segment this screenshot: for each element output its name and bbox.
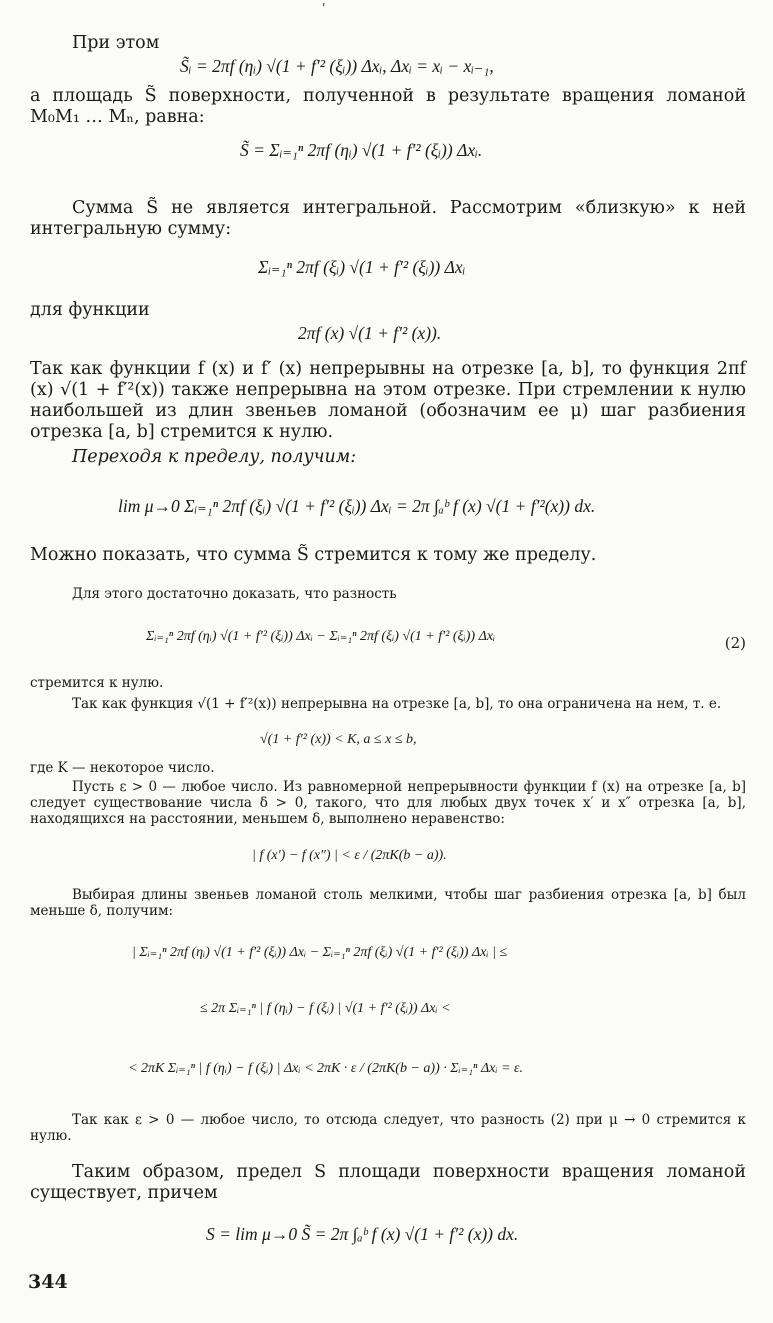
formula-area-element: S̃ᵢ = 2πf (ηᵢ) √(1 + f′² (ξᵢ)) Δxᵢ, Δxᵢ = xᵢ − xᵢ₋₁, <box>180 56 494 76</box>
formula-bound: √(1 + f′² (x)) < K, a ≤ x ≤ b, <box>260 732 417 747</box>
proof-choose-partition: Выбирая длины звеньев ломаной столь мелкими, чтобы шаг разбиения отрезка [a, b] был меньше δ, получим: <box>30 887 746 919</box>
formula-estimate-line-3: < 2πK Σᵢ₌₁ⁿ | f (ηᵢ) − f (ξᵢ) | Δxᵢ < 2πK · ε / (2πK(b − a)) · Σᵢ₌₁ⁿ Δxᵢ = ε. <box>128 1061 524 1076</box>
print-mark: ʹ <box>322 2 326 16</box>
paragraph-for-function: для функции <box>30 300 150 320</box>
formula-difference: Σᵢ₌₁ⁿ 2πf (ηᵢ) √(1 + f′² (ξᵢ)) Δxᵢ − Σᵢ₌₁ⁿ 2πf (ξᵢ) √(1 + f′² (ξᵢ)) Δxᵢ <box>146 629 496 644</box>
proof-conclusion: Так как ε > 0 — любое число, то отсюда следует, что разность (2) при μ → 0 стремится к нулю. <box>30 1112 746 1144</box>
proof-bounded: Так как функция √(1 + f′²(x)) непрерывна на отрезке [a, b], то она ограничена на нем, т. е. <box>72 696 722 712</box>
paragraph-limit-intro: Переходя к пределу, получим: <box>72 447 357 467</box>
paragraph-same-limit: Можно показать, что сумма S̃ стремится к тому же пределу. <box>30 545 597 565</box>
formula-function: 2πf (x) √(1 + f′² (x)). <box>298 323 442 343</box>
proof-uniform-continuity: Пусть ε > 0 — любое число. Из равномерной непрерывности функции f (x) на отрезке [a, b] следует существование числа δ > 0, такого, что для любых двух точек x′ и x″ отрезка [a, b], находящихся на расстоянии, меньшем δ, выполнено неравенство: <box>30 779 746 827</box>
formula-epsilon-bound: | f (x′) − f (x″) | < ε / (2πK(b − a)). <box>252 848 447 863</box>
proof-intro: Для этого достаточно доказать, что разность <box>72 586 397 602</box>
formula-area-sum: S̃ = Σᵢ₌₁ⁿ 2πf (ηᵢ) √(1 + f′² (ξᵢ)) Δxᵢ. <box>240 140 483 160</box>
paragraph-final: Таким образом, предел S площади поверхности вращения ломаной существует, причем <box>30 1162 746 1203</box>
proof-tends-to-zero: стремится к нулю. <box>30 675 164 691</box>
proof-k-number: где K — некоторое число. <box>30 760 215 776</box>
formula-estimate-line-2: ≤ 2π Σᵢ₌₁ⁿ | f (ηᵢ) − f (ξᵢ) | √(1 + f′² (ξᵢ)) Δxᵢ < <box>200 1001 451 1016</box>
paragraph-integral-sum: Сумма S̃ не является интегральной. Рассмотрим «близкую» к ней интегральную сумму: <box>30 198 746 239</box>
formula-limit: lim μ→0 Σᵢ₌₁ⁿ 2πf (ξᵢ) √(1 + f′² (ξᵢ)) Δxᵢ = 2π ∫ₐᵇ f (x) √(1 + f′²(x)) dx. <box>118 496 596 516</box>
paragraph-intro: При этом <box>72 33 160 53</box>
formula-estimate-line-1: | Σᵢ₌₁ⁿ 2πf (ηᵢ) √(1 + f′² (ξᵢ)) Δxᵢ − Σᵢ₌₁ⁿ 2πf (ξᵢ) √(1 + f′² (ξᵢ)) Δxᵢ | ≤ <box>132 945 508 960</box>
formula-surface-area: S = lim μ→0 S̃ = 2π ∫ₐᵇ f (x) √(1 + f′² (x)) dx. <box>206 1224 519 1244</box>
paragraph-continuity: Так как функции f (x) и f′ (x) непрерывны на отрезке [a, b], то функция 2πf (x) √(1 + f′²(x)) также непрерывна на этом отрезке. При стремлении к нулю наибольшей из длин звеньев ломаной (обозначим ее μ) шаг разбиения отрезка [a, b] стремится к нулю. <box>30 359 746 442</box>
page-number: 344 <box>28 1271 68 1293</box>
equation-number: (2) <box>724 634 746 652</box>
formula-integral-sum: Σᵢ₌₁ⁿ 2πf (ξᵢ) √(1 + f′² (ξᵢ)) Δxᵢ <box>258 257 466 277</box>
paragraph-area-sum: а площадь S̃ поверхности, полученной в результате вращения ломаной M₀M₁ … Mₙ, равна: <box>30 86 746 127</box>
